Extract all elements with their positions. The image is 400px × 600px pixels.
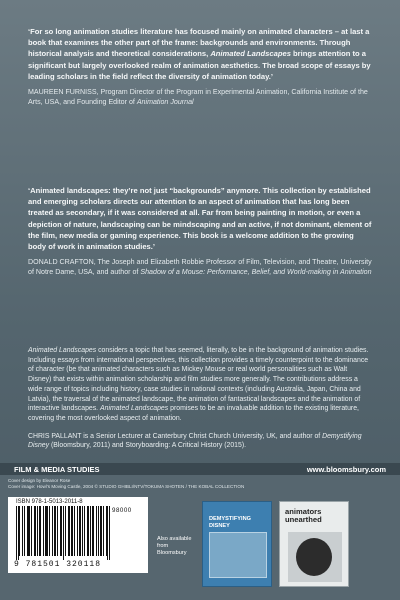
- book1-title: DEMYSTIFYING DISNEY: [209, 516, 251, 529]
- quote-crafton-text: ‘Animated landscapes: they’re not just “backgrounds” anymore. This collection by established and emerging scholars directs our attention to an aspect of animation that has long been treated as secondary, if it was considered at all. Far from being painting in motion, or even a depiction of nature, landscaping can be mindscaping and an active, if not dominant, element of the film, new media or gaming experience. This book is a welcome addition to the growing body of work in animation studies.’: [28, 186, 372, 252]
- book2-cover-image: [288, 532, 342, 582]
- quote-furniss: [28, 26, 372, 108]
- book-description: [28, 346, 372, 451]
- book2-title: animators unearthed: [285, 507, 322, 524]
- quote-crafton-attribution: DONALD CRAFTON, The Joseph and Elizabeth Robbie Professor of Film, Television, and Theatre, University of Notre Dame, USA, and author of Shadow of a Mouse: Performance, Belief, and World-making in Animation: [28, 258, 372, 277]
- book-thumbnail-animators-unearthed[interactable]: [279, 501, 349, 587]
- barcode-number: 9 781501 320118: [14, 560, 102, 569]
- cover-credits: [8, 478, 244, 490]
- publisher-website[interactable]: www.bloomsbury.com: [306, 464, 386, 474]
- quote-crafton: [28, 185, 372, 278]
- also-available-label: Also available from Bloomsbury: [157, 536, 192, 556]
- book1-cover-image: [209, 532, 267, 578]
- quote-furniss-attribution: MAUREEN FURNISS, Program Director of the Program in Experimental Animation, California Institute of the Arts, USA, and Founding Editor of Animation Journal: [28, 88, 368, 106]
- isbn-label: ISBN 978-1-5013-2011-8: [16, 499, 83, 505]
- quote-furniss-text: ‘For so long animation studies literature has focused mainly on animated characters – at last a book that examines the other part of the frame: backgrounds and environments. Through historical analysis and theoretical considerations, Animated Landscapes brings attention to a significant but largely overlooked realm of animation aesthetics. The broad scope of essays by leading scholars in the field reflect the diversity of animation today.’: [28, 27, 371, 81]
- cover-design-credit: Cover design by Eleanor Rose: [8, 478, 71, 483]
- author-bio: CHRIS PALLANT is a Senior Lecturer at Canterbury Christ Church University, UK, and author of Demystifying Disney (Bloomsbury, 2011) and Storyboarding: A Critical History (2015).: [28, 432, 362, 450]
- book-thumbnail-demystifying-disney[interactable]: [202, 501, 272, 587]
- cover-image-credit: Cover image: Howl’s Moving Castle, 2004 © STUDIO GHIBLI/NTV/TOKUMA SHOTEN / THE KOBAL COLLECTION: [8, 484, 245, 489]
- category-label: FILM & MEDIA STUDIES: [14, 464, 100, 474]
- price-code: 98000: [112, 507, 132, 514]
- barcode-icon: [16, 506, 140, 560]
- description-text: Animated Landscapes considers a topic that has seemed, literally, to be in the background of animation studies. Including essays from international perspectives, this collection provides a timely counterpoint to the dominance of character (be that animated characters such as Mickey Mouse or real world personalities such as Walt Disney) that exists within animation scholarship and film studies more generally. The contributions address a wide range of topics including history, case studies in national contexts (including Australia, Japan, China and Latvia), the traversal of the animated landscape, the animation of fantastical landscapes and the animation of interactive landscapes. Animated Landscapes promises to be an invaluable addition to the existing literature, covering the most overlooked aspect of animation.: [28, 347, 369, 422]
- category-bar: [0, 463, 400, 475]
